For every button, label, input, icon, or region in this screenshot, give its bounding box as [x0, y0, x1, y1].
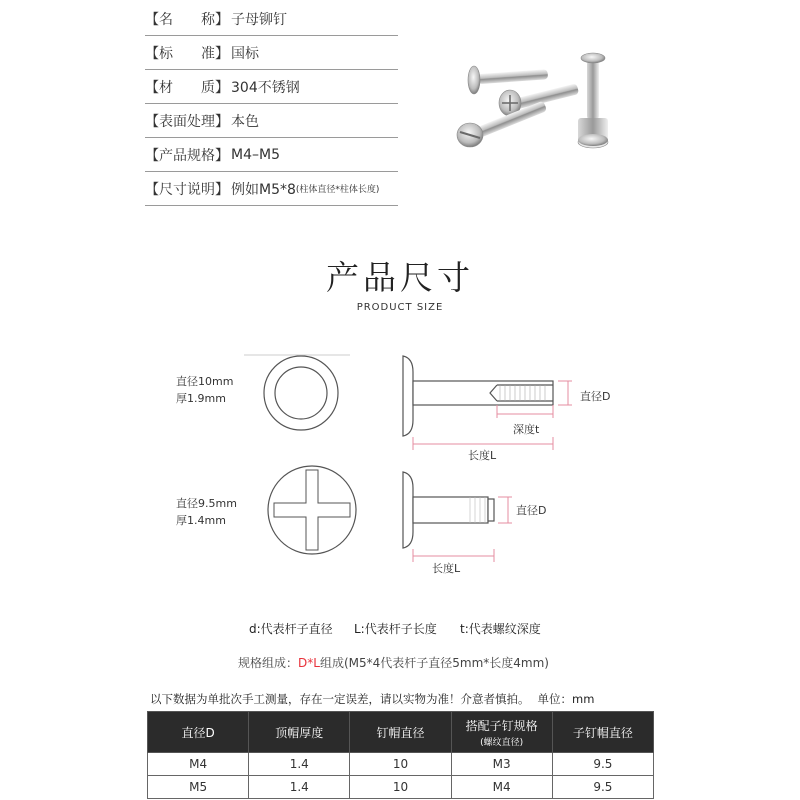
spec-value: 本色	[231, 113, 259, 130]
male-screw-side-view	[403, 472, 512, 562]
top-head-diameter-label: 直径10mm	[176, 375, 234, 388]
spec-row	[145, 138, 398, 172]
bottom-length-label: 长度L	[432, 562, 461, 575]
top-head-thickness-label: 厚1.9mm	[176, 392, 226, 405]
header-matching-spec	[451, 712, 552, 753]
header-cap-thickness: 顶帽厚度	[249, 712, 350, 753]
table-cell: M4	[451, 776, 552, 799]
product-photo	[440, 40, 650, 170]
top-diameter-d-label: 直径D	[580, 390, 611, 403]
spec-value: M4–M5	[231, 146, 280, 163]
table-row	[148, 753, 654, 776]
spec-value: 304不锈钢	[231, 79, 300, 96]
composition-prefix: 规格组成：	[238, 656, 299, 670]
spec-value: 例如M5*8	[231, 181, 296, 198]
legend-l: L:代表杆子长度	[354, 622, 437, 636]
spec-row	[145, 70, 398, 104]
header-matching-spec-label: 搭配子钉规格	[465, 718, 538, 733]
bottom-head-diameter-label: 直径9.5mm	[176, 497, 237, 510]
table-cell: 1.4	[249, 776, 350, 799]
spec-value: 国标	[231, 45, 259, 62]
spec-label: 【表面处理】	[145, 113, 229, 130]
table-row	[148, 776, 654, 799]
table-cell: 9.5	[552, 753, 653, 776]
table-cell: M3	[451, 753, 552, 776]
spec-label: 【名 称】	[145, 11, 229, 28]
spec-row	[145, 104, 398, 138]
size-table	[147, 711, 654, 799]
composition-suffix: 组成(M5*4代表杆子直径5mm*长度4mm)	[319, 656, 549, 670]
table-cell: M5	[148, 776, 249, 799]
spec-label: 【标 准】	[145, 45, 229, 62]
header-diameter: 直径D	[148, 712, 249, 753]
spec-note: (柱体直径*柱体长度)	[295, 185, 380, 195]
section-title: 产品尺寸	[326, 258, 474, 297]
table-cell: 9.5	[552, 776, 653, 799]
top-length-label: 长度L	[468, 449, 497, 462]
table-header-row	[148, 712, 654, 753]
header-cap-diameter: 钉帽直径	[350, 712, 451, 753]
bottom-head-thickness-label: 厚1.4mm	[176, 514, 226, 527]
section-subtitle: PRODUCT SIZE	[356, 302, 444, 313]
header-sub-cap-diameter: 子钉帽直径	[552, 712, 653, 753]
composition-highlight: D*L	[298, 656, 320, 670]
spec-row	[145, 172, 398, 206]
legend-t: t:代表螺纹深度	[460, 622, 541, 636]
composition-line	[238, 654, 549, 671]
table-cell: 10	[350, 753, 451, 776]
washer-front-view	[244, 355, 350, 430]
bottom-diameter-d-label: 直径D	[516, 504, 547, 517]
header-matching-spec-sub: (螺纹直径)	[480, 737, 524, 748]
legend-d: d:代表杆子直径	[249, 622, 333, 636]
female-rivet-side-view	[403, 356, 572, 450]
table-cell: 1.4	[249, 753, 350, 776]
spec-label: 【材 质】	[145, 79, 229, 96]
spec-label: 【产品规格】	[145, 147, 229, 164]
spec-row	[145, 36, 398, 70]
notice-text: 以下数据为单批次手工测量，存在一定误差，请以实物为准！介意者慎拍。	[150, 692, 530, 706]
unit-label: 单位：mm	[537, 692, 595, 706]
table-cell: M4	[148, 753, 249, 776]
notice-line	[150, 691, 594, 707]
spec-row	[145, 2, 398, 36]
spec-value: 子母铆钉	[231, 11, 287, 28]
technical-drawing	[0, 340, 800, 590]
screw-front-view	[268, 466, 356, 554]
spec-label: 【尺寸说明】	[145, 181, 229, 198]
table-cell: 10	[350, 776, 451, 799]
top-depth-label: 深度t	[513, 423, 540, 436]
